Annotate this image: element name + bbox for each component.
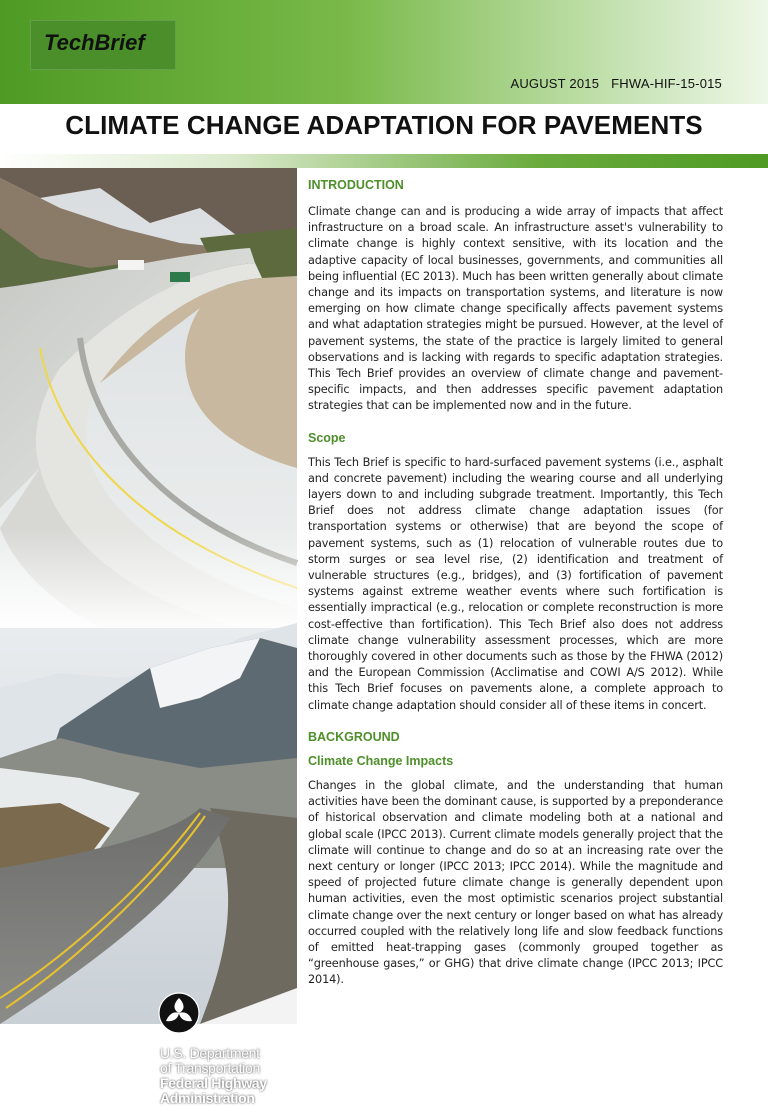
article-body: [308, 178, 723, 1005]
document-id: FHWA-HIF-15-015: [611, 76, 722, 91]
background-paragraph: Changes in the global climate, and the understanding that human activities have been the dominant cause, is supported by a preponderance of historical observation and climate modeling both at a national and global scale (IPCC 2013). Current climate models generally project that the climate will continue to change and do so at an increasing rate over the next century or longer (IPCC 2013; IPCC 2014). While the magnitude and speed of projected future climate change is generally dependent upon human activities, even the most optimistic scenarios project substantial climate change over the next century or longer based on what has already occurred coupled with the relatively long life and slow feedback functions of emitted heat-trapping gases (commonly grouped together as “greenhouse gases,” or GHG) that drive climate change (IPCC 2013; IPCC 2014).: [308, 778, 723, 987]
dateline: [498, 76, 722, 91]
techbrief-logo: [30, 20, 176, 70]
green-divider: [0, 154, 768, 168]
header-banner: [0, 0, 768, 104]
brand-name: TechBrief: [44, 30, 145, 55]
section-heading-background: BACKGROUND: [308, 729, 400, 744]
agency-line-3: Federal Highway: [160, 1075, 267, 1091]
scope-paragraph: This Tech Brief is specific to hard-surfaced pavement systems (i.e., asphalt and concrete pavement) including the wearing course and all underlying layers down to and including subgrade treatment. Importantly, this Tech Brief does not address climate change adaptation issues (for transportation systems or otherwise) that are beyond the scope of pavement systems, such as (1) relocation of vulnerable routes due to storm surges or sea level rise, (2) identification and treatment of vulnerable structures (e.g., bridges), and (3) fortification of pavement systems against extreme weather events where such fortification is essentially impractical (e.g., relocation or complete reconstruction is more cost-effective than fortification). This Tech Brief also does not address climate change vulnerability assessment processes, which are more thoroughly covered in other documents such as those by the FHWA (2012) and the European Commission (Acclimatise and COWI A/S 2012). While this Tech Brief focuses on pavements alone, a complete approach to climate change adaptation should consider all of these items in concert.: [308, 455, 723, 712]
agency-line-1: U.S. Department: [160, 1045, 260, 1061]
introduction-paragraph: Climate change can and is producing a wide array of impacts that affect infrastructure on a broad scale. An infrastructure asset's vulnerability to climate change is highly context sensitive, with its location and the adaptive capacity of local businesses, governments, and communities all being influential (EC 2013). Much has been written generally about climate change and its impacts on transportation systems, and literature is now emerging on how climate change specifically affects pavement systems and what adaptation strategies might be pursued. However, at the level of pavement systems, the state of the practice is largely limited to general observations and is lacking with regards to specific adaptation strategies. This Tech Brief provides an overview of climate change and pavement-specific impacts, and then addresses specific pavement adaptation strategies that can be implemented now and in the future.: [308, 205, 723, 413]
section-heading-introduction: INTRODUCTION: [308, 178, 404, 192]
subheading-climate-change-impacts: Climate Change Impacts: [308, 753, 454, 768]
cover-photo: [0, 168, 297, 1106]
section-heading-scope: Scope: [308, 430, 346, 445]
usdot-emblem-icon: [158, 992, 200, 1034]
agency-signature: [160, 1046, 267, 1106]
agency-line-4: Administration: [160, 1090, 255, 1106]
page-title: CLIMATE CHANGE ADAPTATION FOR PAVEMENTS: [65, 110, 703, 140]
publication-date: AUGUST 2015: [510, 76, 600, 91]
agency-line-2: of Transportation: [160, 1060, 260, 1076]
